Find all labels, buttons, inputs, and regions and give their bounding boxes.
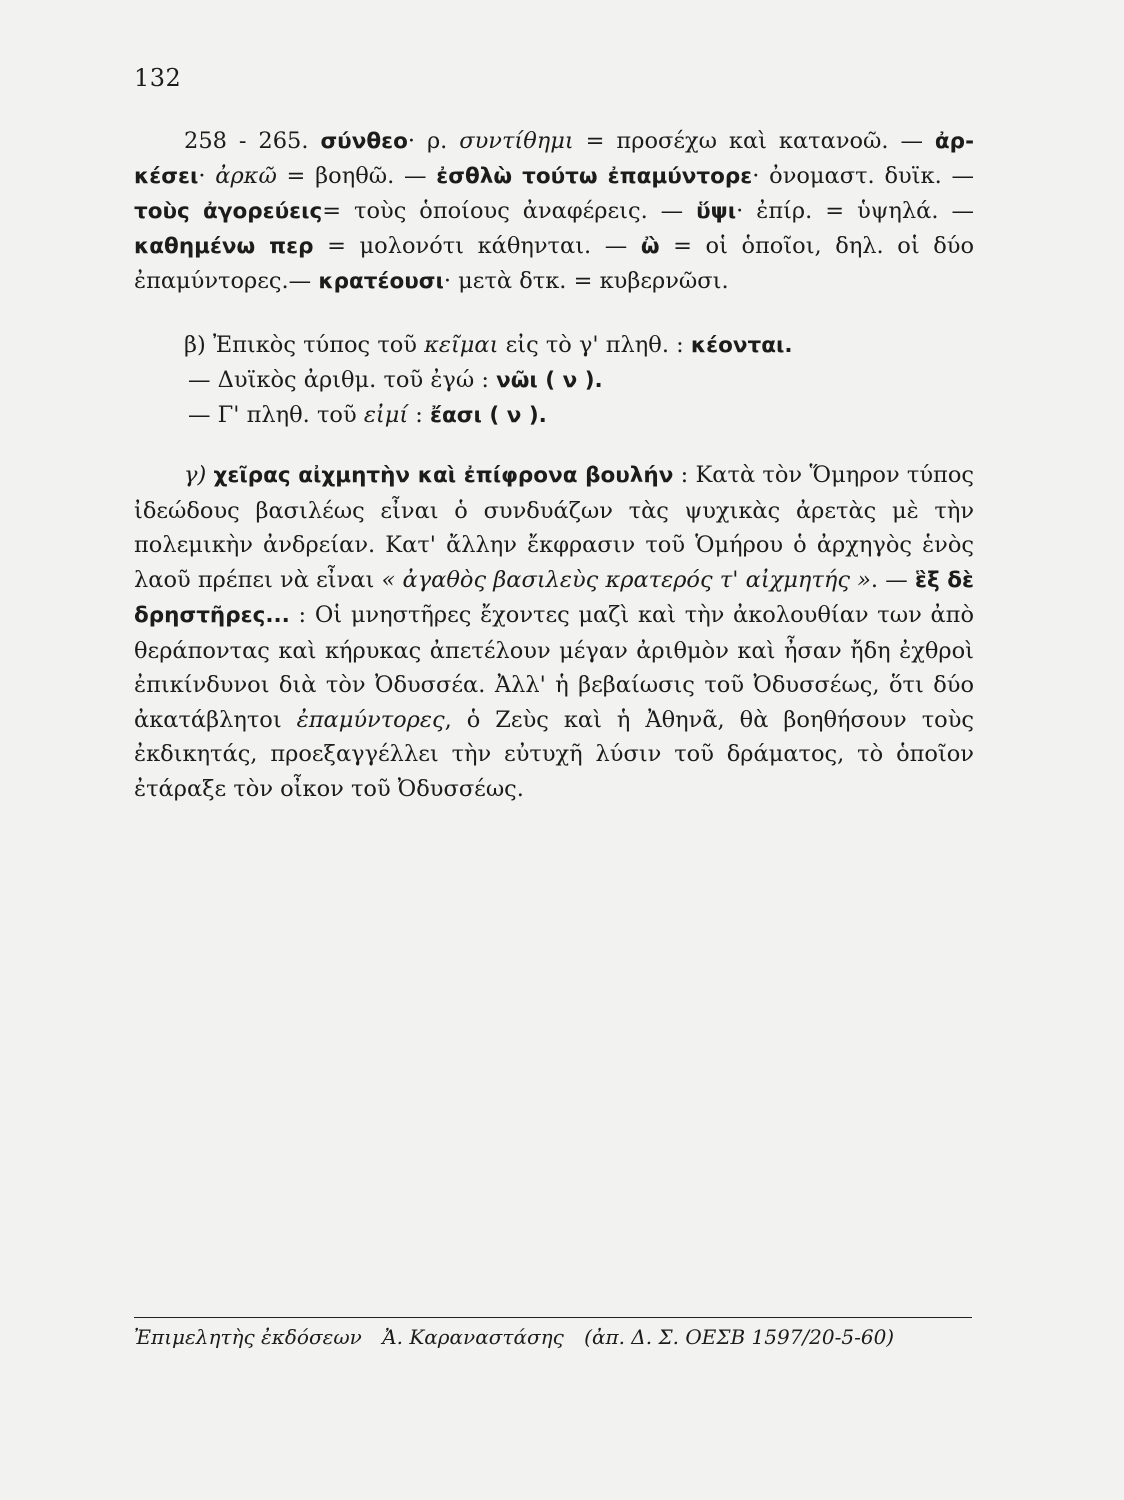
gamma-marker: γ) [184, 462, 214, 488]
term-arkesei: ἀρ-κέσει [134, 129, 974, 189]
line-ref: 258 - 265. [184, 128, 321, 154]
term-esthlo: ἐσθλὼ τούτω ἐπαμύντορε [436, 164, 753, 189]
term-hypsi: ὕψι [696, 199, 737, 224]
paragraph-beta [184, 328, 974, 433]
term-synthe: σύνθεο [320, 129, 408, 154]
approval-ref: (ἀπ. Δ. Σ. ΟΕΣΒ 1597/20-5-60) [584, 1325, 895, 1349]
text: = τοὺς ὁποίους ἀναφέρεις. — [322, 198, 697, 224]
gamma-heading: χεῖρας αἰχμητὴν καὶ ἐπίφρονα βουλήν [213, 463, 674, 488]
beta-line-3: — Γ' πληθ. τοῦ εἰμί : ἔασι ( ν ). [188, 402, 547, 428]
term-o: ὢ [640, 234, 660, 259]
text: = βοηθῶ. — [276, 163, 437, 189]
text: = προσέχω καὶ κατανοῶ. — [573, 128, 935, 154]
text: · ὀνομαστ. δυϊκ. — [752, 163, 974, 189]
term-syntithemi: συντίθημι [459, 128, 574, 154]
paragraph-258-265 [134, 124, 974, 299]
term-drestires: ἓξ δὲ δρηστῆρες... [134, 567, 974, 628]
editor-role: Ἐπιμελητὴς ἐκδόσεων [134, 1325, 362, 1349]
text: · ρ. [407, 128, 460, 154]
page-number: 132 [134, 64, 182, 92]
term-epamyntores: ἐπαμύντορες [296, 706, 445, 733]
text: · [198, 163, 216, 189]
text: · μετὰ δτκ. = κυβερνῶσι. [443, 268, 729, 294]
footer-rule [134, 1317, 972, 1318]
beta-line-1: β) Ἐπικὸς τύπος τοῦ κεῖμαι εἰς τὸ γ' πληθ. : κέονται. [184, 332, 793, 358]
term-arko: ἀρκῶ [215, 163, 277, 189]
homer-quote: « ἀγαθὸς βασιλεὺς κρατερός τ' αἰχμητής » [381, 566, 871, 593]
editor-name: Ἀ. Καραναστάσης [382, 1325, 564, 1349]
text: = οἱ ὁποῖοι, δηλ. οἱ δύο ἐπαμύντορες.— [134, 233, 975, 294]
text: = μολονότι κάθηνται. — [313, 233, 641, 259]
term-krateousi: κρατέουσι [318, 269, 444, 294]
paragraph-gamma: γ) χεῖρας αἰχμητὴν καὶ ἐπίφρονα βουλήν : Κατὰ τὸν Ὅμηρον τύπος ἰδεώδους βασιλέως εἶναι ὁ συνδυάζων τὰς ψυχικὰς ἀρετὰς μὲ τὴν πολεμικὴν ἀνδρείαν. Κατ' ἄλλην ἔκφρασιν τοῦ Ὁμήρου ὁ ἀρχηγὸς ἑνὸς λαοῦ πρέπει νὰ εἶναι « ἀγαθὸς βασιλεὺς κρατερός τ' αἰχμητής ». — ἓξ δὲ δρηστῆρες... : Οἱ μνηστῆρες ἔχοντες μαζὶ καὶ τὴν ἀκολουθίαν των ἀπὸ θεράποντας καὶ κήρυκας ἀπετέλουν μέγαν ἀριθμὸν καὶ ἦσαν ἤδη ἐχθροὶ ἐπικίνδυνοι διὰ τὸν Ὀδυσσέα. Ἀλλ' ἡ βεβαίωσις τοῦ Ὀδυσσέως, ὅτι δύο ἀκατάβλητοι ἐπαμύντορες, ὁ Ζεὺς καὶ ἡ Ἀθηνᾶ, θὰ βοηθήσουν τοὺς ἐκδικητάς, προεξαγγέλλει τὴν εὐτυχῆ λύσιν τοῦ δράματος, τὸ ὁποῖον ἐτάραξε τὸν οἶκον τοῦ Ὀδυσσέως. [134, 462, 974, 802]
term-kathemeno: καθημένω περ [134, 234, 314, 259]
text: · ἐπίρ. = ὑψηλά. — [736, 198, 974, 224]
beta-line-2: — Δυϊκὸς ἀριθμ. τοῦ ἐγώ : νῶι ( ν ). [188, 367, 603, 393]
term-agoreueis: τοὺς ἀγορεύεις [134, 199, 323, 224]
publisher-footer [134, 1325, 974, 1349]
